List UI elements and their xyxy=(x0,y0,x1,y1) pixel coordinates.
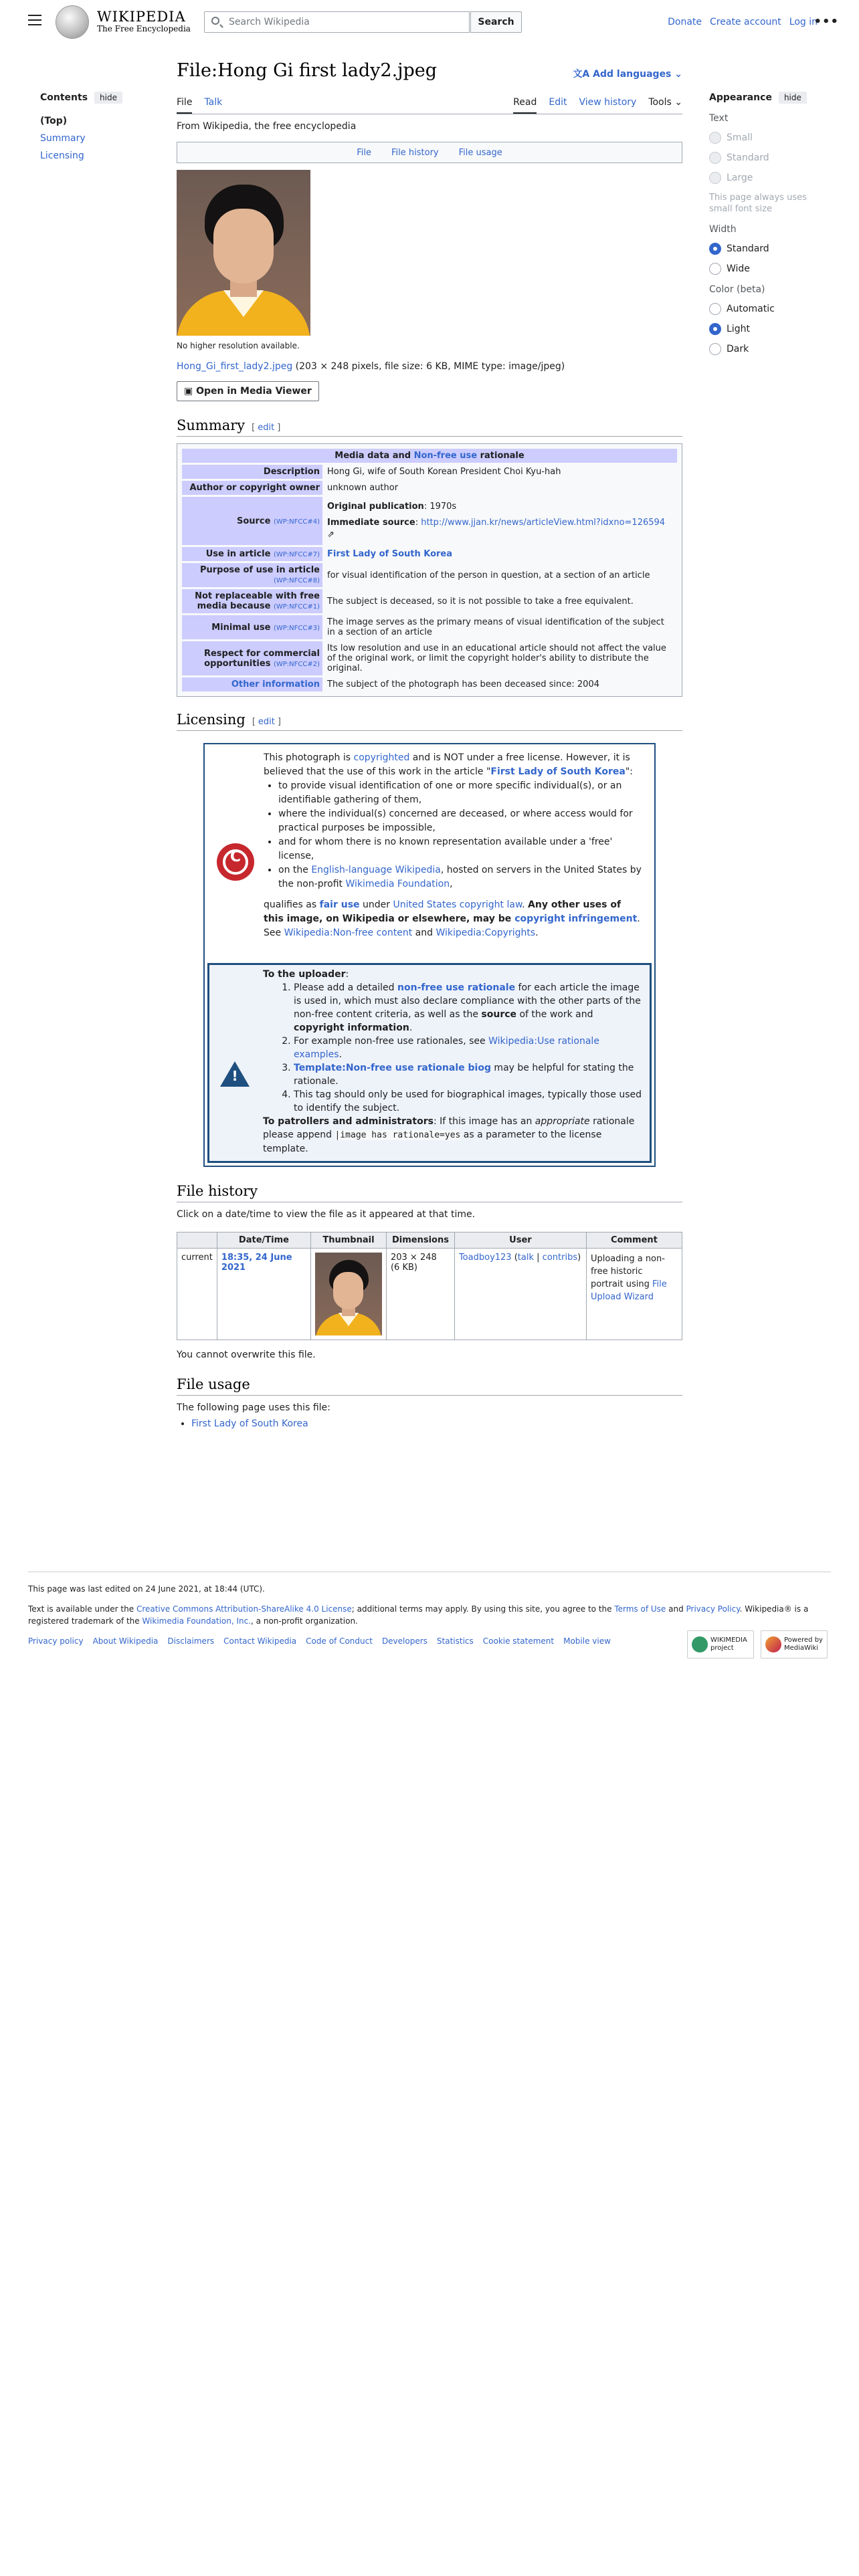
uploader-link[interactable]: Toadboy123 xyxy=(458,1253,512,1263)
use-in-article-link[interactable]: First Lady of South Korea xyxy=(327,549,453,559)
media-viewer-icon: ▣ xyxy=(184,386,197,397)
logo-wordmark[interactable]: WIKIPEDIA xyxy=(97,9,186,25)
summary-heading: Summary [ edit ] xyxy=(177,417,682,437)
width-standard-radio[interactable]: Standard xyxy=(709,243,823,255)
footer-links: Privacy policy About Wikipedia Disclaimers Contact Wikipedia Code of Conduct Developers Statistics Cookie statement Mobile view xyxy=(28,1636,611,1646)
main-content: File:Hong Gi first lady2.jpeg 文A Add languages ⌄ File Talk Read Edit View history Tools ⌄ From Wikipedia, the free encyclopedia File File history File usage No higher resolution available. Hong_Gi_first_lady2.jpeg (203 × 248 pixels, file size: 6 KB, MIME type: image/jpeg) ▣ Open in Media Viewer Summary [ edit ] Media data and Non-free use rationale Description Hong Gi, wife of South Korean President Choi Kyu-hah Author or copyright owner unknown author Source (WP:NFCC#4) Original publication: 1970s Immediate source: http://www.jjan.kr/news/articleView.html?idxno=126594 ⇗ Use in article (WP:NFCC#7) First Lady of South Korea Purpose of use in article (WP:NFCC#8) for visual identification of the person in question, at a section of an article Not replaceable with free media because (WP:NFCC#1) The subject is deceased, so it is not possible to take a free equivalent. Minimal use (WP:NFCC#3) The image serves as the primary means of visual identification of the subject in a section of an article Respect for commercial opportunities (WP:NFCC#2) Its low resolution and use in an educational article should not affect the value of the original work, or limit the copyright holder's ability to distribute the original. Other information The subject of the photograph has been deceased since: 2004 Licensing [ edit ] C This photograph is copyrighted and is NOT under a free license. However, it is believed that the use of this work in the article "First Lady of South Korea": • to provide visual identification of one or more specific individual(s), or an identifiable gathering of them, • where the individual(s) concerned are deceased, or where access would for practical purposes be impossible, • and for whom there is no known representation available under a 'free' license, • on the English-language Wikipedia, hosted on servers in the United States by the non-profit Wikimedia Foundation, qualifies as fair use under United States copyright law. Any other uses of this image, on Wikipedia or elsewhere, may be copyright infringement. See Wikipedia:Non-free content and Wikipedia:Copyrights. ! To the uploader: 1. Please add a detailed non-free use rationale for each article the image is used in, which must also declare compliance with the other parts of the non-free content criteria, as well as the source of the work and copyright information. 2. For example non-free use rationales, see Wikipedia:Use rationale examples. 3. Template:Non-free use rationale biog may be helpful for stating the rationale. 4. This tag should only be used for biographical images, typically those used to identify the subject. To patrollers and administrators: If this image has an appropriate rationale please append |image has rationale=yes as a parameter to the license template. File history Click on a date/time to view the file as it appeared at that time. Date/Time Thumbnail Dimensions User Comment current 18:35, 24 June 2021 203 × 248 (6 KB) Toadboy123 (talk | contribs) Uploading a non-free historic portrait using File Upload Wizard You cannot overwrite this file. File usage The following page uses this file: • First Lady of South Korea xyxy=(177,60,682,1429)
history-date-link[interactable]: 18:35, 24 June 2021 xyxy=(221,1253,292,1273)
table-row: current 18:35, 24 June 2021 203 × 248 (6 KB) Toadboy123 (talk | contribs) Uploading a non-free historic portrait using File Upload Wizard xyxy=(177,1249,682,1340)
fair-use-conditions: • to provide visual identification of one or more specific individual(s), or an identifiable gathering of them, • where the individual(s) concerned are deceased, or where access would for practical purposes be impossible, • and for whom there is no known representation available under a 'free' license, • on the English-language Wikipedia, hosted on servers in the United States by the non-profit Wikimedia Foundation, xyxy=(278,779,644,891)
add-languages-button[interactable]: 文A Add languages ⌄ xyxy=(573,69,682,80)
warning-icon xyxy=(220,1061,250,1088)
create-account-link[interactable]: Create account xyxy=(710,17,781,27)
more-options-icon[interactable]: ••• xyxy=(814,15,839,29)
source-label: Source (WP:NFCC#4) xyxy=(182,497,322,545)
wikimedia-badge[interactable]: WIKIMEDIA project xyxy=(687,1630,754,1658)
text-small-radio[interactable]: Small xyxy=(709,132,823,144)
from-wikipedia: From Wikipedia, the free encyclopedia xyxy=(177,121,357,132)
toc-item-licensing[interactable]: Licensing xyxy=(40,150,84,161)
file-info: Hong_Gi_first_lady2.jpeg (203 × 248 pixels, file size: 6 KB, MIME type: image/jpeg) xyxy=(177,361,565,372)
file-usage-heading: File usage xyxy=(177,1376,682,1396)
license-text: Text is available under the Creative Commons Attribution-ShareAlike 4.0 License; additional terms may apply. By using this site, you agree to the Terms of Use and Privacy Policy. Wikipedia® is a registered trademark of the Wikimedia Foundation, Inc., a non-profit organization. xyxy=(28,1604,809,1626)
main-menu-icon[interactable] xyxy=(28,15,41,25)
file-link[interactable]: Hong_Gi_first_lady2.jpeg xyxy=(177,361,293,372)
personal-links xyxy=(668,17,818,27)
appearance-panel: Appearance hide Text Small Standard Large This page always uses small font size Width Standard Wide Color (beta) Automatic Light Dark xyxy=(709,92,823,355)
logo-tagline: The Free Encyclopedia xyxy=(97,24,191,33)
file-nav-file[interactable]: File xyxy=(357,147,372,158)
copyright-icon xyxy=(217,843,254,881)
toc-item-summary[interactable]: Summary xyxy=(40,133,86,144)
toc-title: Contents xyxy=(40,92,88,103)
file-history-intro: Click on a date/time to view the file as it appeared at that time. xyxy=(177,1209,476,1220)
overwrite-note: You cannot overwrite this file. xyxy=(177,1350,316,1360)
rationale-table: Media data and Non-free use rationale Description Hong Gi, wife of South Korean President Choi Kyu-hah Author or copyright owner unknown author Source (WP:NFCC#4) Original publication: 1970s Immediate source: http://www.jjan.kr/news/articleView.html?idxno=126594 ⇗ Use in article (WP:NFCC#7) First Lady of South Korea Purpose of use in article (WP:NFCC#8) for visual identification of the person in question, at a section of an article Not replaceable with free media because (WP:NFCC#1) The subject is deceased, so it is not possible to take a free equivalent. Minimal use (WP:NFCC#3) The image serves as the primary means of visual identification of the subject in a section of an article Respect for commercial opportunities (WP:NFCC#2) Its low resolution and use in an educational article should not affect the value of the original work, or limit the copyright holder's ability to distribute the original. Other information The subject of the photograph has been deceased since: 2004 xyxy=(177,443,682,697)
tab-talk[interactable]: Talk xyxy=(204,97,223,108)
no-higher-res: No higher resolution available. xyxy=(177,341,300,350)
mediawiki-logo-icon xyxy=(765,1636,781,1652)
appearance-hide-button[interactable]: hide xyxy=(779,92,807,104)
header xyxy=(0,0,859,43)
search-button[interactable]: Search xyxy=(470,11,522,33)
open-media-viewer-button[interactable]: ▣ Open in Media Viewer xyxy=(177,381,319,401)
donate-link[interactable]: Donate xyxy=(668,17,702,27)
summary-edit-link[interactable]: edit xyxy=(258,423,275,433)
log-in-link[interactable]: Log in xyxy=(789,17,818,27)
tab-read[interactable]: Read xyxy=(513,97,537,114)
file-nav xyxy=(177,142,682,163)
file-history-heading: File history xyxy=(177,1183,682,1202)
rationale-title: Media data and Non-free use rationale xyxy=(182,449,677,463)
tab-view-history[interactable]: View history xyxy=(579,97,637,108)
search-input[interactable]: Search Wikipedia xyxy=(204,11,470,33)
wikipedia-globe-icon[interactable] xyxy=(56,5,89,39)
source-value: Original publication: 1970s Immediate source: http://www.jjan.kr/news/articleView.html?idxno=126594 ⇗ xyxy=(327,501,666,540)
footer xyxy=(28,1572,831,1652)
fair-use-license-box: C This photograph is copyrighted and is NOT under a free license. However, it is believed that the use of this work in the article "First Lady of South Korea": • to provide visual identification of one or more specific individual(s), or an identifiable gathering of them, • where the individual(s) concerned are deceased, or where access would for practical purposes be impossible, • and for whom there is no known representation available under a 'free' license, • on the English-language Wikipedia, hosted on servers in the United States by the non-profit Wikimedia Foundation, qualifies as fair use under United States copyright law. Any other uses of this image, on Wikipedia or elsewhere, may be copyright infringement. See Wikipedia:Non-free content and Wikipedia:Copyrights. ! To the uploader: 1. Please add a detailed non-free use rationale for each article the image is used in, which must also declare compliance with the other parts of the non-free content criteria, as well as the source of the work and copyright information. 2. For example non-free use rationales, see Wikipedia:Use rationale examples. 3. Template:Non-free use rationale biog may be helpful for stating the rationale. 4. This tag should only be used for biographical images, typically those used to identify the subject. To patrollers and administrators: If this image has an appropriate rationale please append |image has rationale=yes as a parameter to the license template. xyxy=(203,743,656,1167)
file-nav-usage[interactable]: File usage xyxy=(458,147,502,158)
wikimedia-logo-icon xyxy=(692,1636,708,1652)
toc-item-top[interactable]: (Top) xyxy=(40,116,68,126)
tab-file[interactable]: File xyxy=(177,97,192,114)
tools-menu[interactable]: Tools ⌄ xyxy=(648,97,682,108)
licensing-edit-link[interactable]: edit xyxy=(258,717,275,727)
color-automatic-radio[interactable]: Automatic xyxy=(709,303,823,315)
search-icon xyxy=(211,17,219,25)
last-edited: This page was last edited on 24 June 2021, at 18:44 (UTC). xyxy=(28,1584,265,1594)
file-nav-history[interactable]: File history xyxy=(391,147,439,158)
text-large-radio[interactable]: Large xyxy=(709,172,823,184)
page-title: File:Hong Gi first lady2.jpeg xyxy=(177,60,438,81)
page-tabs xyxy=(177,93,682,114)
width-wide-radio[interactable]: Wide xyxy=(709,263,823,275)
color-light-radio[interactable]: Light xyxy=(709,323,823,335)
mediawiki-badge[interactable]: Powered by MediaWiki xyxy=(761,1630,828,1658)
licensing-heading: Licensing [ edit ] xyxy=(177,712,682,731)
usage-page-link[interactable]: First Lady of South Korea xyxy=(191,1418,308,1429)
source-url[interactable]: http://www.jjan.kr/news/articleView.html?idxno=126594 xyxy=(421,517,666,528)
portrait-image[interactable] xyxy=(177,170,310,336)
uploader-notice: ! To the uploader: 1. Please add a detailed non-free use rationale for each article the image is used in, which must also declare compliance with the other parts of the non-free content criteria, as well as the source of the work and copyright information. 2. For example non-free use rationales, see Wikipedia:Use rationale examples. 3. Template:Non-free use rationale biog may be helpful for stating the rationale. 4. This tag should only be used for biographical images, typically those used to identify the subject. To patrollers and administrators: If this image has an appropriate rationale please append |image has rationale=yes as a parameter to the license template. xyxy=(207,963,652,1163)
toc-hide-button[interactable]: hide xyxy=(94,92,122,104)
table-of-contents xyxy=(40,92,140,161)
appearance-title: Appearance xyxy=(709,92,772,103)
text-standard-radio[interactable]: Standard xyxy=(709,152,823,164)
tab-edit[interactable]: Edit xyxy=(549,97,567,108)
file-history-table: Date/Time Thumbnail Dimensions User Comment current 18:35, 24 June 2021 203 × 248 (6 KB) Toadboy123 (talk | contribs) Uploading a non-free historic portrait using File Upload Wizard xyxy=(177,1232,682,1340)
history-thumbnail[interactable] xyxy=(315,1253,382,1335)
color-dark-radio[interactable]: Dark xyxy=(709,343,823,355)
